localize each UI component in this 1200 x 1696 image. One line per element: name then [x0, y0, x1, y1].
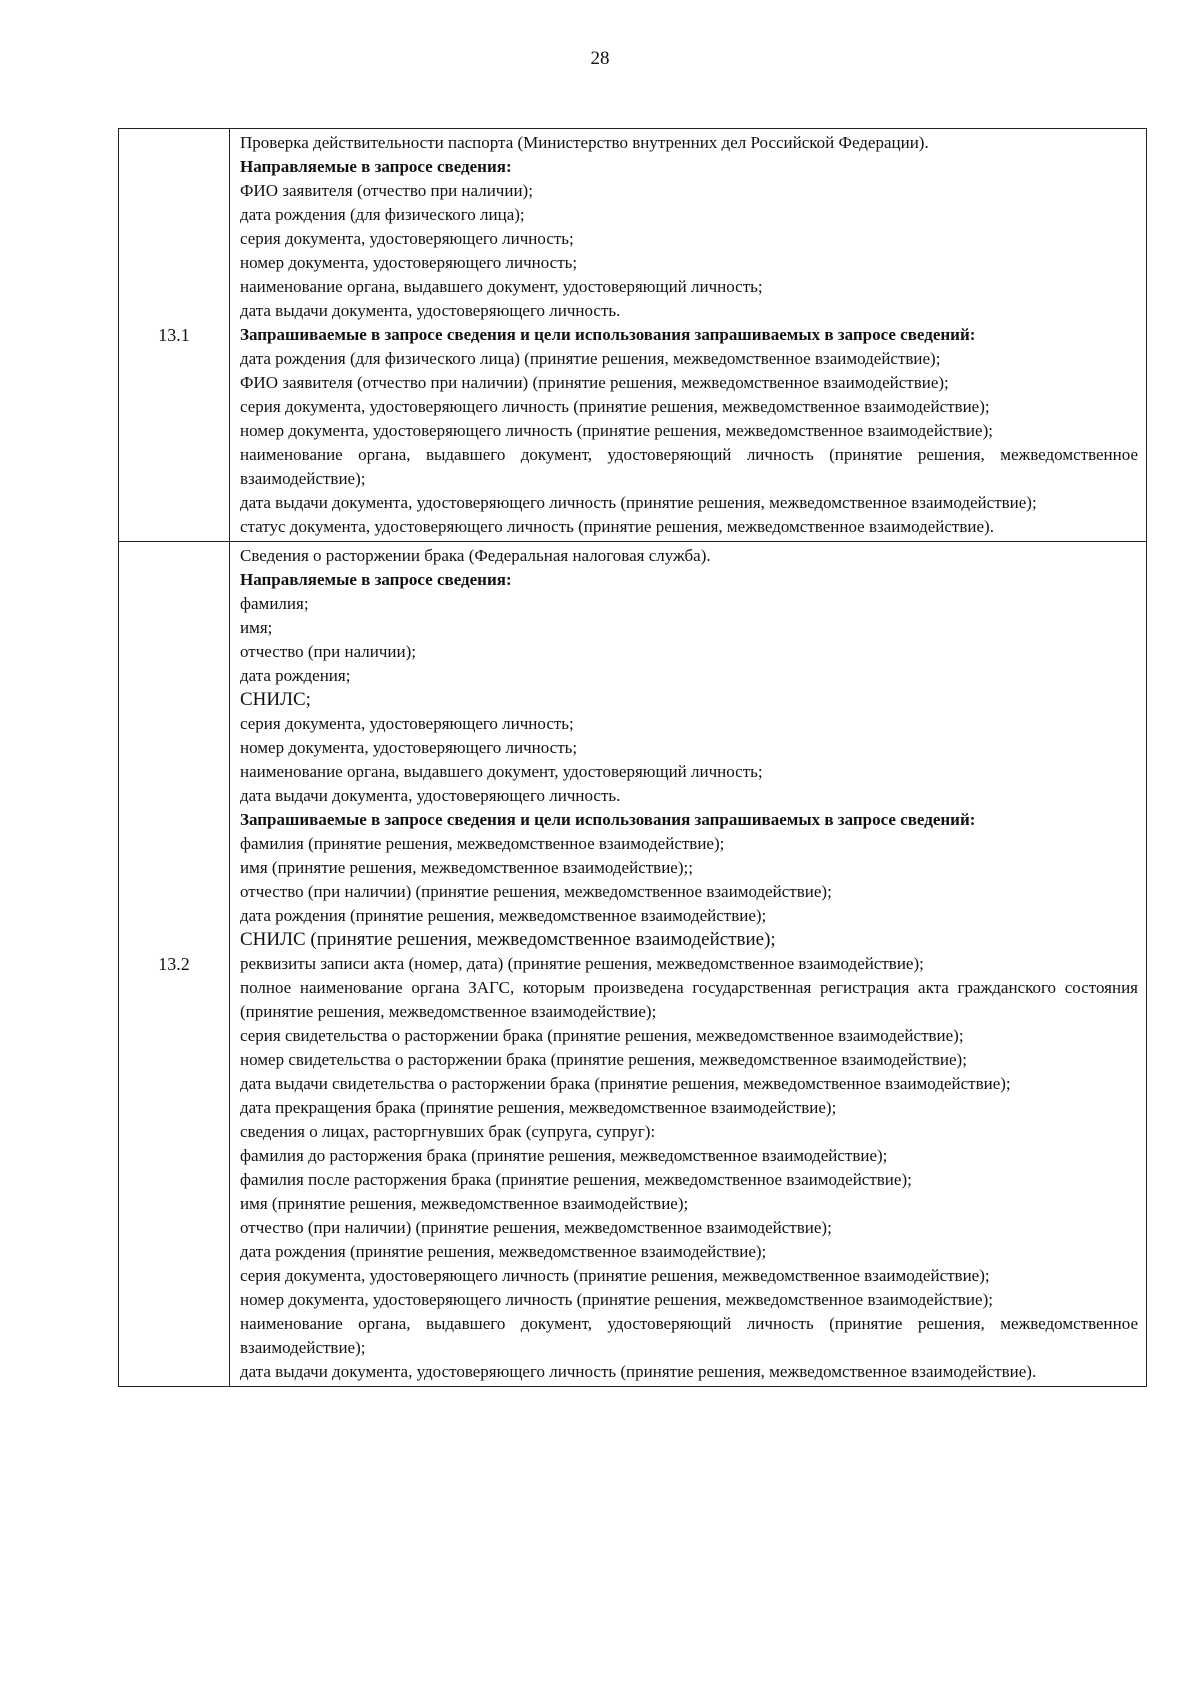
list-item: дата выдачи документа, удостоверяющего личность (принятие решения, межведомственное взаимодействие).: [240, 1362, 1037, 1381]
list-item: фамилия до расторжения брака (принятие решения, межведомственное взаимодействие);: [240, 1146, 888, 1165]
list-item: номер документа, удостоверяющего личность (принятие решения, межведомственное взаимодействие);: [240, 1290, 993, 1309]
section-heading: Направляемые в запросе сведения:: [240, 570, 512, 589]
list-item: дата выдачи документа, удостоверяющего личность.: [240, 301, 621, 320]
list-item: номер документа, удостоверяющего личность;: [240, 253, 578, 272]
list-item: дата рождения;: [240, 666, 351, 685]
list-item: имя (принятие решения, межведомственное взаимодействие);: [240, 1194, 689, 1213]
list-item: фамилия;: [240, 594, 309, 613]
list-item: дата выдачи документа, удостоверяющего личность (принятие решения, межведомственное взаимодействие);: [240, 493, 1037, 512]
list-item: наименование органа, выдавшего документ, удостоверяющий личность (принятие решения, межведомственное взаимодействие);: [240, 1314, 1138, 1357]
row-content: [230, 129, 1147, 542]
list-item: имя (принятие решения, межведомственное взаимодействие);;: [240, 858, 693, 877]
list-item: серия документа, удостоверяющего личность (принятие решения, межведомственное взаимодействие);: [240, 1266, 990, 1285]
row-content: [230, 542, 1147, 1387]
list-item: отчество (при наличии);: [240, 642, 416, 661]
list-item: фамилия после расторжения брака (принятие решения, межведомственное взаимодействие);: [240, 1170, 912, 1189]
list-item: сведения о лицах, расторгнувших брак (супруга, супруг):: [240, 1122, 656, 1141]
list-item: отчество (при наличии) (принятие решения, межведомственное взаимодействие);: [240, 882, 832, 901]
list-item: ФИО заявителя (отчество при наличии);: [240, 181, 533, 200]
row-number: 13.1: [119, 129, 230, 542]
row-number: 13.2: [119, 542, 230, 1387]
list-item: полное наименование органа ЗАГС, которым произведена государственная регистрация акта гражданского состояния (принятие решения, межведомственное взаимодействие);: [240, 978, 1138, 1021]
list-item: ФИО заявителя (отчество при наличии) (принятие решения, межведомственное взаимодействие);: [240, 373, 949, 392]
source-title: Сведения о расторжении брака (Федеральная налоговая служба).: [240, 546, 711, 565]
list-item: дата рождения (принятие решения, межведомственное взаимодействие);: [240, 906, 767, 925]
list-item: СНИЛС;: [240, 689, 311, 710]
list-item: дата выдачи свидетельства о расторжении брака (принятие решения, межведомственное взаимодействие);: [240, 1074, 1011, 1093]
table-row-13-2: [119, 542, 1147, 1387]
document-table: [118, 128, 1147, 1387]
list-item: серия свидетельства о расторжении брака (принятие решения, межведомственное взаимодействие);: [240, 1026, 964, 1045]
list-item: номер свидетельства о расторжении брака (принятие решения, межведомственное взаимодействие);: [240, 1050, 967, 1069]
list-item: дата рождения (для физического лица);: [240, 205, 525, 224]
list-item: серия документа, удостоверяющего личность (принятие решения, межведомственное взаимодействие);: [240, 397, 990, 416]
list-item: наименование органа, выдавшего документ, удостоверяющий личность;: [240, 277, 763, 296]
section-heading: Направляемые в запросе сведения:: [240, 157, 512, 176]
list-item: наименование органа, выдавшего документ, удостоверяющий личность;: [240, 762, 763, 781]
list-item: статус документа, удостоверяющего личность (принятие решения, межведомственное взаимодействие).: [240, 517, 994, 536]
source-title: Проверка действительности паспорта (Министерство внутренних дел Российской Федерации).: [240, 133, 929, 152]
list-item: отчество (при наличии) (принятие решения, межведомственное взаимодействие);: [240, 1218, 832, 1237]
list-item: реквизиты записи акта (номер, дата) (принятие решения, межведомственное взаимодействие);: [240, 954, 924, 973]
list-item: серия документа, удостоверяющего личность;: [240, 714, 574, 733]
list-item: наименование органа, выдавшего документ, удостоверяющий личность (принятие решения, межведомственное взаимодействие);: [240, 445, 1138, 488]
section-heading: Запрашиваемые в запросе сведения и цели использования запрашиваемых в запросе сведений:: [240, 325, 976, 344]
list-item: имя;: [240, 618, 273, 637]
section-heading: Запрашиваемые в запросе сведения и цели использования запрашиваемых в запросе сведений:: [240, 810, 976, 829]
table-row-13-1: [119, 129, 1147, 542]
page-number: 28: [590, 48, 610, 69]
list-item: СНИЛС (принятие решения, межведомственное взаимодействие);: [240, 929, 776, 950]
list-item: дата рождения (принятие решения, межведомственное взаимодействие);: [240, 1242, 767, 1261]
list-item: дата выдачи документа, удостоверяющего личность.: [240, 786, 621, 805]
list-item: номер документа, удостоверяющего личность;: [240, 738, 578, 757]
list-item: серия документа, удостоверяющего личность;: [240, 229, 574, 248]
list-item: номер документа, удостоверяющего личность (принятие решения, межведомственное взаимодействие);: [240, 421, 993, 440]
list-item: дата прекращения брака (принятие решения, межведомственное взаимодействие);: [240, 1098, 837, 1117]
list-item: дата рождения (для физического лица) (принятие решения, межведомственное взаимодействие);: [240, 349, 941, 368]
list-item: фамилия (принятие решения, межведомственное взаимодействие);: [240, 834, 725, 853]
